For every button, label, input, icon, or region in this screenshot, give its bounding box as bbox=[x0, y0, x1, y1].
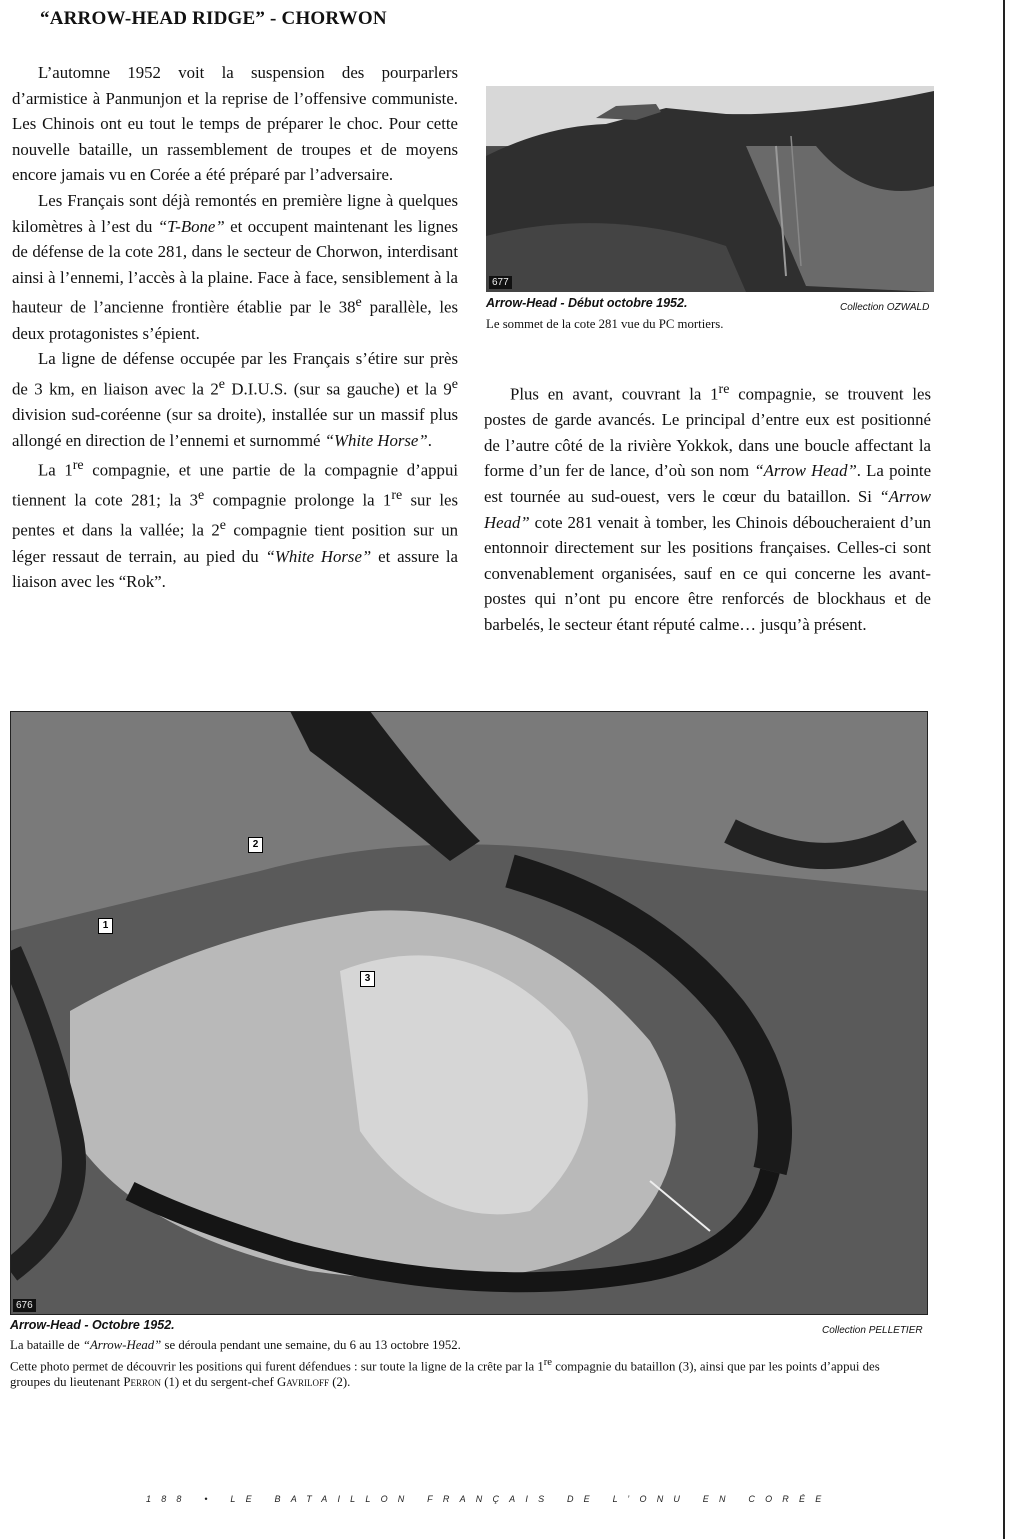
page-footer bbox=[146, 1494, 831, 1504]
left-column bbox=[12, 60, 458, 595]
photo-677 bbox=[486, 86, 934, 292]
running-title: • LE BATAILLON FRANÇAIS DE L’ONU EN CORÉE bbox=[204, 1494, 832, 1504]
paragraph-5: Plus en avant, couvrant la 1re compagnie, se trouvent les postes de garde avancés. Le principal d’entre eux est positionné de l’autre côté de la rivière Yokkok, dans une boucle affectant la forme d’un fer de lance, d’où son nom “Arrow Head”. La pointe est tournée au sud-ouest, vers le cœur du bataillon. Si “Arrow Head” cote 281 venait à tomber, les Chinois déboucheraient d’un entonnoir directement sur les positions françaises. Celles-ci sont convenablement organisées, sauf en ce qui concerne les avant-postes qui n’ont pu encore être renforcés de blockhaus et de barbelés, le secteur étant réputé calme… jusqu’à présent. bbox=[484, 382, 932, 634]
photo-677-caption-title: Arrow-Head - Début octobre 1952. bbox=[486, 296, 688, 310]
position-marker-1: 1 bbox=[98, 918, 113, 934]
photo-676-caption-title: Arrow-Head - Octobre 1952. bbox=[10, 1318, 175, 1332]
photo-676-caption-line-2: Cette photo permet de découvrir les positions qui furent défendues : sur toute la ligne de la crête par la 1re compagnie du bataillon (3), ainsi que par les points d’appui des groupes du lieutenant Perron (1) et du sergent-chef Gavriloff (2). bbox=[10, 1357, 880, 1390]
article-title: “ARROW-HEAD RIDGE” - CHORWON bbox=[40, 8, 387, 29]
photo-number-676: 676 bbox=[13, 1299, 36, 1312]
photo-676 bbox=[10, 711, 928, 1315]
photo-677-image bbox=[486, 86, 934, 292]
right-column bbox=[484, 377, 931, 638]
photo-676-credit: Collection PELLETIER bbox=[822, 1325, 923, 1336]
photo-677-credit: Collection OZWALD bbox=[840, 302, 930, 313]
photo-number-677: 677 bbox=[489, 276, 512, 289]
paragraph-4: La 1re compagnie, et une partie de la compagnie d’appui tiennent la cote 281; la 3e compagnie prolonge la 1re sur les pentes et dans la vallée; la 2e compagnie tient position sur un léger ressaut de terrain, au pied du “White Horse” et assure la liaison avec les “Rok”. bbox=[12, 458, 459, 592]
photo-676-aerial-image bbox=[10, 711, 928, 1315]
page-spine-line bbox=[1003, 0, 1005, 1539]
position-marker-3: 3 bbox=[360, 971, 375, 987]
paragraph-1: L’automne 1952 voit la suspension des pourparlers d’armistice à Panmunjon et la reprise de l’offensive communiste. Les Chinois ont eu tout le temps de préparer le choc. Pour cette nouvelle bataille, un rassemblement de troupes et de moyens encore jamais vu en Corée a été préparé par l’adversaire. bbox=[12, 63, 458, 185]
paragraph-3: La ligne de défense occupée par les Français s’étire sur près de 3 km, en liaison avec la 2e D.I.U.S. (sur sa gauche) et la 9e division sud-coréenne (sur sa droite), installée sur un massif plus allongé en direction de l’ennemi et surnommé “White Horse”. bbox=[12, 349, 458, 450]
photo-676-caption-line-1: La bataille de “Arrow-Head” se déroula pendant une semaine, du 6 au 13 octobre 1952. bbox=[10, 1338, 461, 1352]
paragraph-2: Les Français sont déjà remontés en première ligne à quelques kilomètres à l’est du “T-Bone” et occupent maintenant les lignes de défense de la cote 281, dans le secteur de Chorwon, interdisant ainsi à l’ennemi, l’accès à la plaine. Face à face, sensiblement à la hauteur de l’ancienne frontière établie par le 38e parallèle, les deux protagonistes s’épient. bbox=[12, 190, 458, 343]
page-number: 188 bbox=[146, 1494, 192, 1504]
position-marker-2: 2 bbox=[248, 837, 263, 853]
photo-677-caption: Le sommet de la cote 281 vue du PC mortiers. bbox=[486, 317, 724, 331]
